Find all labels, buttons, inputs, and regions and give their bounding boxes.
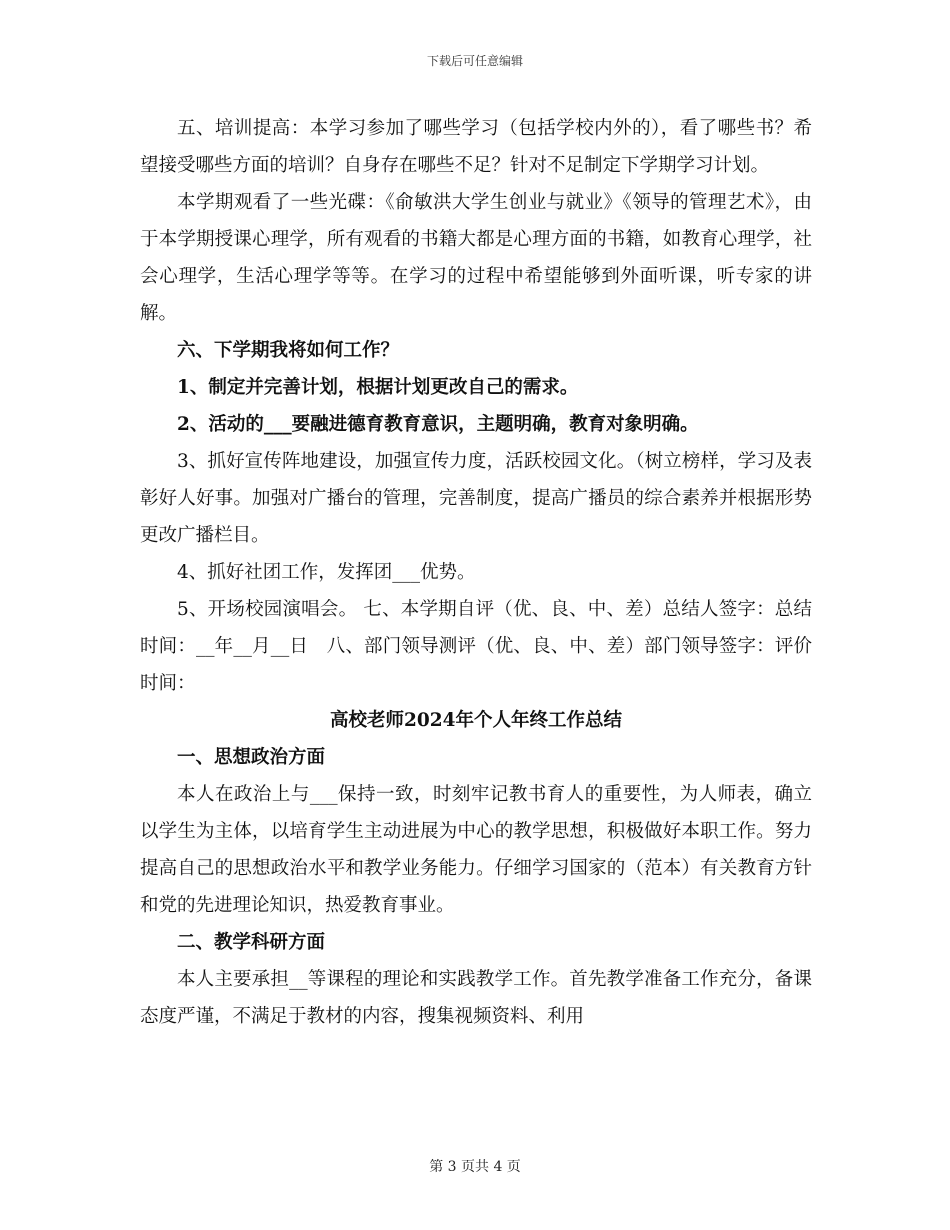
list-item-plan: 1、制定并完善计划，根据计划更改自己的需求。: [177, 377, 579, 398]
list-item-publicity: 3、抓好宣传阵地建设，加强宣传力度，活跃校园文化。（树立榜样，学习及表彰好人好事。加强对广播台的管理，完善制度，提高广播员的综合素养并根据形势更改广播栏目。: [140, 451, 812, 546]
page-footer: 第 3 页共 4 页: [429, 1159, 521, 1175]
heading-politics: 一、思想政治方面: [177, 747, 326, 768]
paragraph-training: 五、培训提高：本学习参加了哪些学习（包括学校内外的），看了哪些书？希望接受哪些方面的培训？自身存在哪些不足？针对不足制定下学期学习计划。: [140, 118, 812, 176]
page-header: 下载后可任意编辑: [426, 54, 523, 68]
list-item-activities: 2、活动的___要融进德育教育意识，主题明确，教育对象明确。: [177, 414, 699, 435]
document-title: 高校老师2024年个人年终工作总结: [330, 710, 622, 731]
heading-teaching-research: 二、教学科研方面: [177, 932, 326, 953]
paragraph-teaching-research: 本人主要承担__等课程的理论和实践教学工作。首先教学准备工作充分，备课态度严谨，不满足于教材的内容，搜集视频资料、利用: [140, 969, 812, 1027]
list-item-concert-and-evaluation: 5、开场校园演唱会。 七、本学期自评（优、良、中、差）总结人签字：总结时间：__年__月__日 八、部门领导测评（优、良、中、差）部门领导签字：评价时间：: [140, 599, 812, 694]
paragraph-politics: 本人在政治上与___保持一致，时刻牢记教书育人的重要性，为人师表，确立以学生为主体，以培育学生主动进展为中心的教学思想，积极做好本职工作。努力提高自己的思想政治水平和教学业务能力。仔细学习国家的（范本）有关教育方针和党的先进理论知识，热爱教育事业。: [140, 784, 812, 916]
list-item-clubs: 4、抓好社团工作，发挥团___优势。: [177, 562, 476, 583]
paragraph-discs-watched: 本学期观看了一些光碟：《俞敏洪大学生创业与就业》《领导的管理艺术》，由于本学期授课心理学，所有观看的书籍大都是心理方面的书籍，如教育心理学，社会心理学，生活心理学等等。在学习的过程中希望能够到外面听课，听专家的讲解。: [140, 192, 812, 324]
heading-next-semester: 六、下学期我将如何工作？: [177, 340, 400, 361]
document-body: [140, 110, 812, 1035]
